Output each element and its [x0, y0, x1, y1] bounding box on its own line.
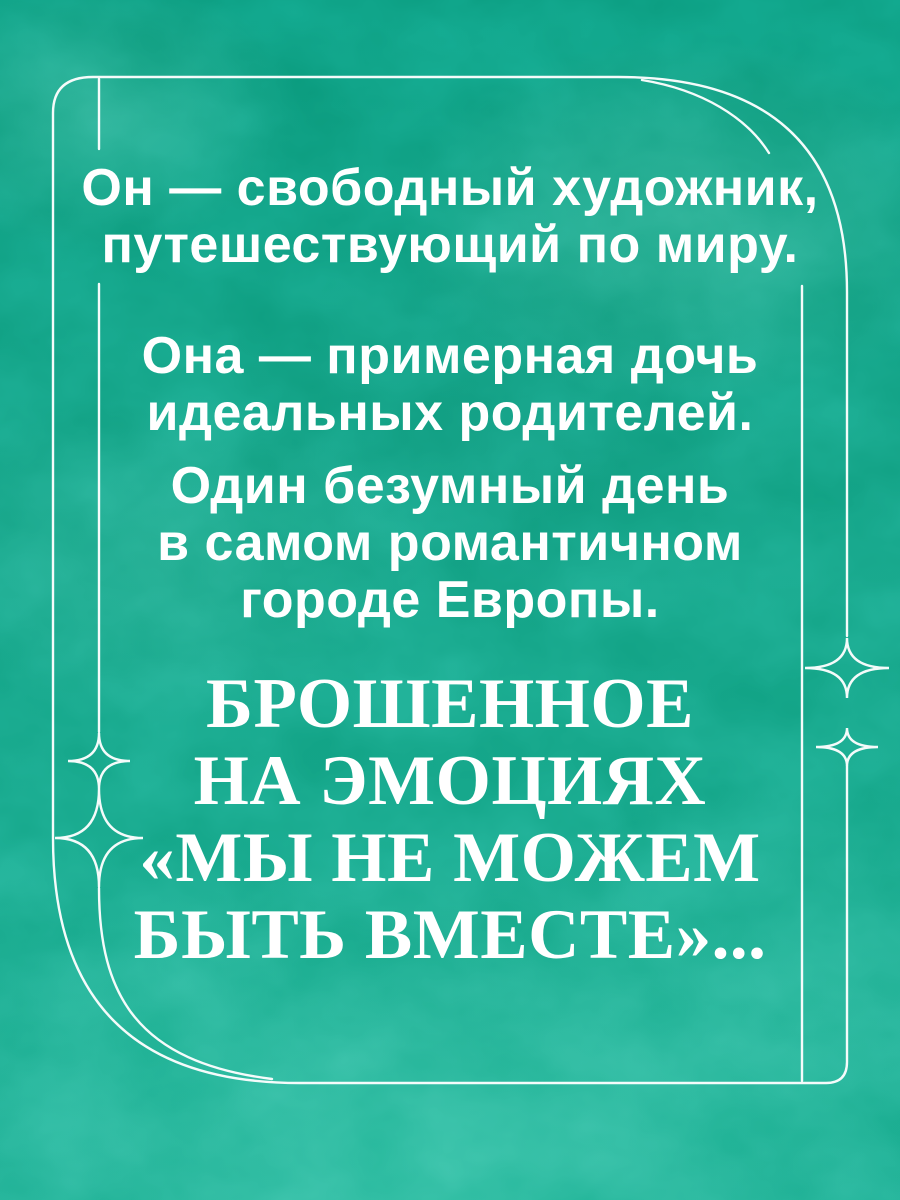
intro-line: в самом романтичном: [157, 514, 743, 572]
headline-line: НА ЭМОЦИЯХ: [193, 742, 707, 820]
intro-line: идеальных родителей.: [146, 384, 754, 442]
accent-arc-top-right: [642, 80, 769, 153]
headline-block: [30, 666, 870, 974]
intro-line: Она — примерная дочь: [141, 327, 759, 385]
headline-line: «МЫ НЕ МОЖЕМ: [139, 819, 761, 897]
intro-block-she: [30, 328, 870, 442]
intro-block-he: [30, 160, 870, 274]
intro-block-day: [30, 458, 870, 629]
headline-line: БЫТЬ ВМЕСТЕ»...: [133, 896, 767, 974]
intro-line: Он — свободный художник,: [81, 159, 819, 217]
headline-line: БРОШЕННОЕ: [206, 665, 694, 743]
intro-line: путешествующий по миру.: [101, 216, 799, 274]
intro-line: Один безумный день: [170, 457, 730, 515]
intro-line: городе Европы.: [240, 571, 660, 629]
